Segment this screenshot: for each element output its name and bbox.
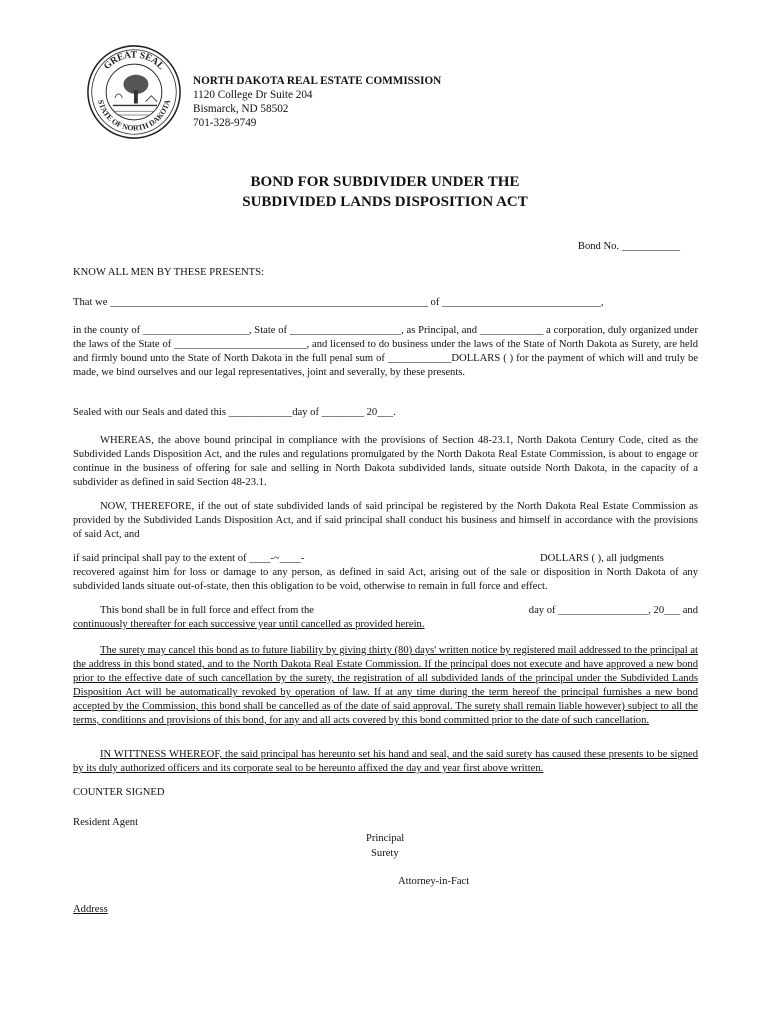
title-line-2: SUBDIVIDED LANDS DISPOSITION ACT bbox=[242, 194, 528, 210]
letterhead bbox=[193, 74, 441, 130]
org-name: NORTH DAKOTA REAL ESTATE COMMISSION bbox=[193, 75, 442, 87]
counter-signed: COUNTER SIGNED bbox=[73, 787, 165, 798]
principal-label: Principal bbox=[366, 833, 405, 844]
county-paragraph: in the county of ____________________, State of _____________________, as Principal, and ____________ a corporation, duly organized under the laws of the State of _________________________, and licensed to do business under the laws of the State of North Dakota as Surety, are held and firmly bound unto the State of North Dakota in the full penal sum of ____________DOLLARS ( ) for the payment of which will and truly be made, we bind ourselves and our legal representatives, joint and severally, by these presents. bbox=[73, 325, 698, 378]
address-line-2: Bismarck, ND 58502 bbox=[193, 103, 289, 115]
address-line-1: 1120 College Dr Suite 204 bbox=[193, 89, 313, 101]
resident-agent: Resident Agent bbox=[73, 817, 139, 828]
document-title bbox=[0, 172, 770, 212]
sealed-line: Sealed with our Seals and dated this ____________day of ________ 20___. bbox=[73, 407, 396, 418]
if-said-rest: recovered against him for loss or damage to any person, as defined in said Act, arising out of the sale or disposition in North Dakota of any subdivided lands situate out-of-state, then this obligation to be void, otherwise to remain in full force and effect. bbox=[73, 567, 698, 592]
bond-number-text: Bond No. ___________ bbox=[577, 241, 680, 252]
if-said-left: if said principal shall pay to the extent of ____-~____- bbox=[73, 553, 305, 564]
bond-number bbox=[440, 240, 680, 254]
surety-paragraph: The surety may cancel this bond as to future liability by giving thirty (80) days' written notice by registered mail addressed to the principal at the address in this bond stated, and to the North Dakota Real Estate Commission. If the principal does not execute and have approved a new bond prior to the effective date of such cancellation by the surety, the registration of all subdivided lands of the principal under the Subdivided Lands Disposition Act will be automatically revoked by operation of law. If at any time during the term hereof the principal furnishes a new bond accepted by the Commission, this bond shall be cancelled as of the date of said approval. The surety shall remain liable however) subject to all the terms, conditions and provisions of this bond, for any and all acts covered by this bond committed prior to the date of such cancellation. bbox=[73, 645, 698, 726]
know-all-heading: KNOW ALL MEN BY THESE PRESENTS: bbox=[73, 267, 264, 278]
surety-label: Surety bbox=[371, 848, 399, 859]
state-seal-icon bbox=[86, 44, 182, 140]
phone-number: 701-328-9749 bbox=[193, 117, 257, 129]
title-line-1: BOND FOR SUBDIVIDER UNDER THE bbox=[250, 174, 520, 190]
whereas-paragraph: WHEREAS, the above bound principal in compliance with the provisions of Section 48-23.1, North Dakota Century Code, cited as the Subdivided Lands Disposition Act, and the rules and regulations promulgated by the North Dakota Real Estate Commission, is about to engage or continue in the business of offering for sale and selling in North Dakota subdivided lands, situate outside North Dakota, in the capacity of a subdivider as defined in said Section 48-23.1. bbox=[73, 435, 698, 488]
svg-text:GREAT SEAL bbox=[102, 49, 167, 72]
witness-paragraph: IN WITTNESS WHEREOF, the said principal has hereunto set his hand and seal, and the said surety has caused these presents to be signed by its duly authorized officers and its corporate seal to be hereunto affixed the day and year first above written. bbox=[73, 749, 698, 774]
full-force-right: day of _________________, 20___ and bbox=[528, 605, 698, 616]
full-force-left: This bond shall be in full force and effect from the bbox=[100, 605, 314, 616]
that-we-line: That we ____________________________________________________________ of ______________________________, bbox=[73, 297, 604, 308]
full-force-line2: continuously thereafter for each successive year until cancelled as provided herein. bbox=[73, 619, 425, 630]
seal-bottom-text: STATE OF NORTH DAKOTA bbox=[96, 98, 172, 133]
if-said-right: DOLLARS ( ), all judgments bbox=[540, 553, 664, 564]
attorney-in-fact-label: Attorney-in-Fact bbox=[398, 876, 470, 887]
address-label: Address bbox=[73, 904, 108, 915]
seal-top-text: GREAT SEAL bbox=[101, 49, 167, 72]
now-therefore-paragraph: NOW, THEREFORE, if the out of state subdivided lands of said principal be registered by the North Dakota Real Estate Commission as provided by the Subdivided Lands Disposition Act, and if said principal shall conduct his business and himself in accordance with the provisions of said Act, and bbox=[73, 501, 698, 540]
